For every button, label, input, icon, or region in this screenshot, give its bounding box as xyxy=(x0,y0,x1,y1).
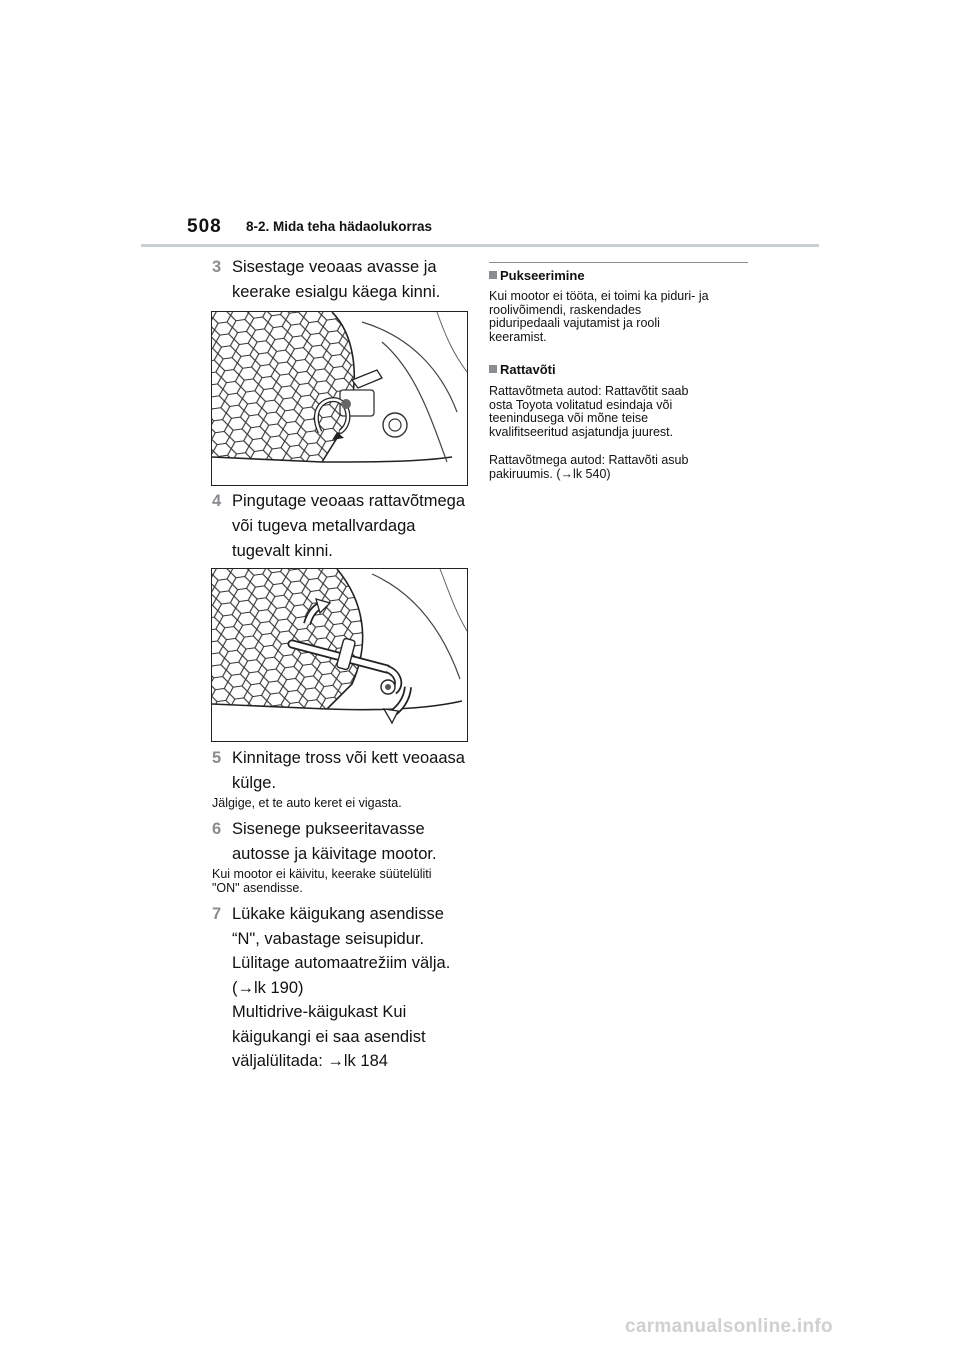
illustration-insert-eyelet xyxy=(212,312,467,485)
towing-heading-text: Pukseerimine xyxy=(500,268,585,283)
square-bullet-icon xyxy=(489,365,497,373)
step-3-text: Sisestage veoaas avasse ja keerake esialgu käega kinni. xyxy=(232,258,441,301)
figure-insert-tow-eyelet xyxy=(211,311,468,486)
step-5-number: 5 xyxy=(212,749,222,767)
step-6-text: Sisenege pukseeritavasse autosse ja käivitage mootor. xyxy=(232,820,437,863)
section-title: 8-2. Mida teha hädaolukorras xyxy=(246,219,433,234)
square-bullet-icon xyxy=(489,271,497,279)
step-5-text: Kinnitage tross või kett veoaasa külge. xyxy=(232,749,465,792)
step-5-note: Jälgige, et te auto keret ei vigasta. xyxy=(212,796,402,810)
step-6-number: 6 xyxy=(212,820,222,838)
step-4-text: Pingutage veoaas rattavõtmega või tugeva metallvardaga tugevalt kinni. xyxy=(232,492,465,560)
wrench-text-1: Rattavõtmeta autod: Rattavõtit saab osta Toyota volitatud esindaja või teenindusega või mõne teise kvalifitseeritud asjatundja juurest. xyxy=(489,384,689,439)
step-6-note: Kui mootor ei käivitu, keerake süütelüliti "ON" asendisse. xyxy=(212,867,432,895)
header-rule xyxy=(141,244,819,247)
wrench-text-2: Rattavõtmega autod: Rattavõti asub pakiruumis. (→lk 540) xyxy=(489,453,689,481)
step-7-number: 7 xyxy=(212,905,222,923)
step-7 xyxy=(212,902,474,1074)
step-6 xyxy=(212,817,474,867)
page-number: 508 xyxy=(187,216,222,237)
step-4-number: 4 xyxy=(212,492,222,510)
step-3 xyxy=(212,255,474,305)
wrench-heading-text: Rattavõti xyxy=(500,362,556,377)
figure-tighten-tow-eyelet xyxy=(211,568,468,742)
towing-text: Kui mootor ei tööta, ei toimi ka piduri- ja roolivõimendi, raskendades piduripedaali vajutamist ja rooli keeramist. xyxy=(489,289,709,344)
illustration-tighten-eyelet xyxy=(212,569,467,741)
wrench-heading xyxy=(489,362,556,377)
step-4 xyxy=(212,489,474,564)
right-column-rule xyxy=(489,262,748,263)
step-7-text: Lükake käigukang asendisse “N", vabastage seisupidur. Lülitage automaatrežiim välja. (→lk 190) Multidrive-käigukast Kui käigukangi ei saa asendist väljalülitada: →lk 184 xyxy=(232,905,451,1070)
watermark: carmanualsonline.info xyxy=(625,1316,833,1337)
step-5 xyxy=(212,746,474,796)
step-3-number: 3 xyxy=(212,258,222,276)
towing-heading xyxy=(489,268,585,283)
